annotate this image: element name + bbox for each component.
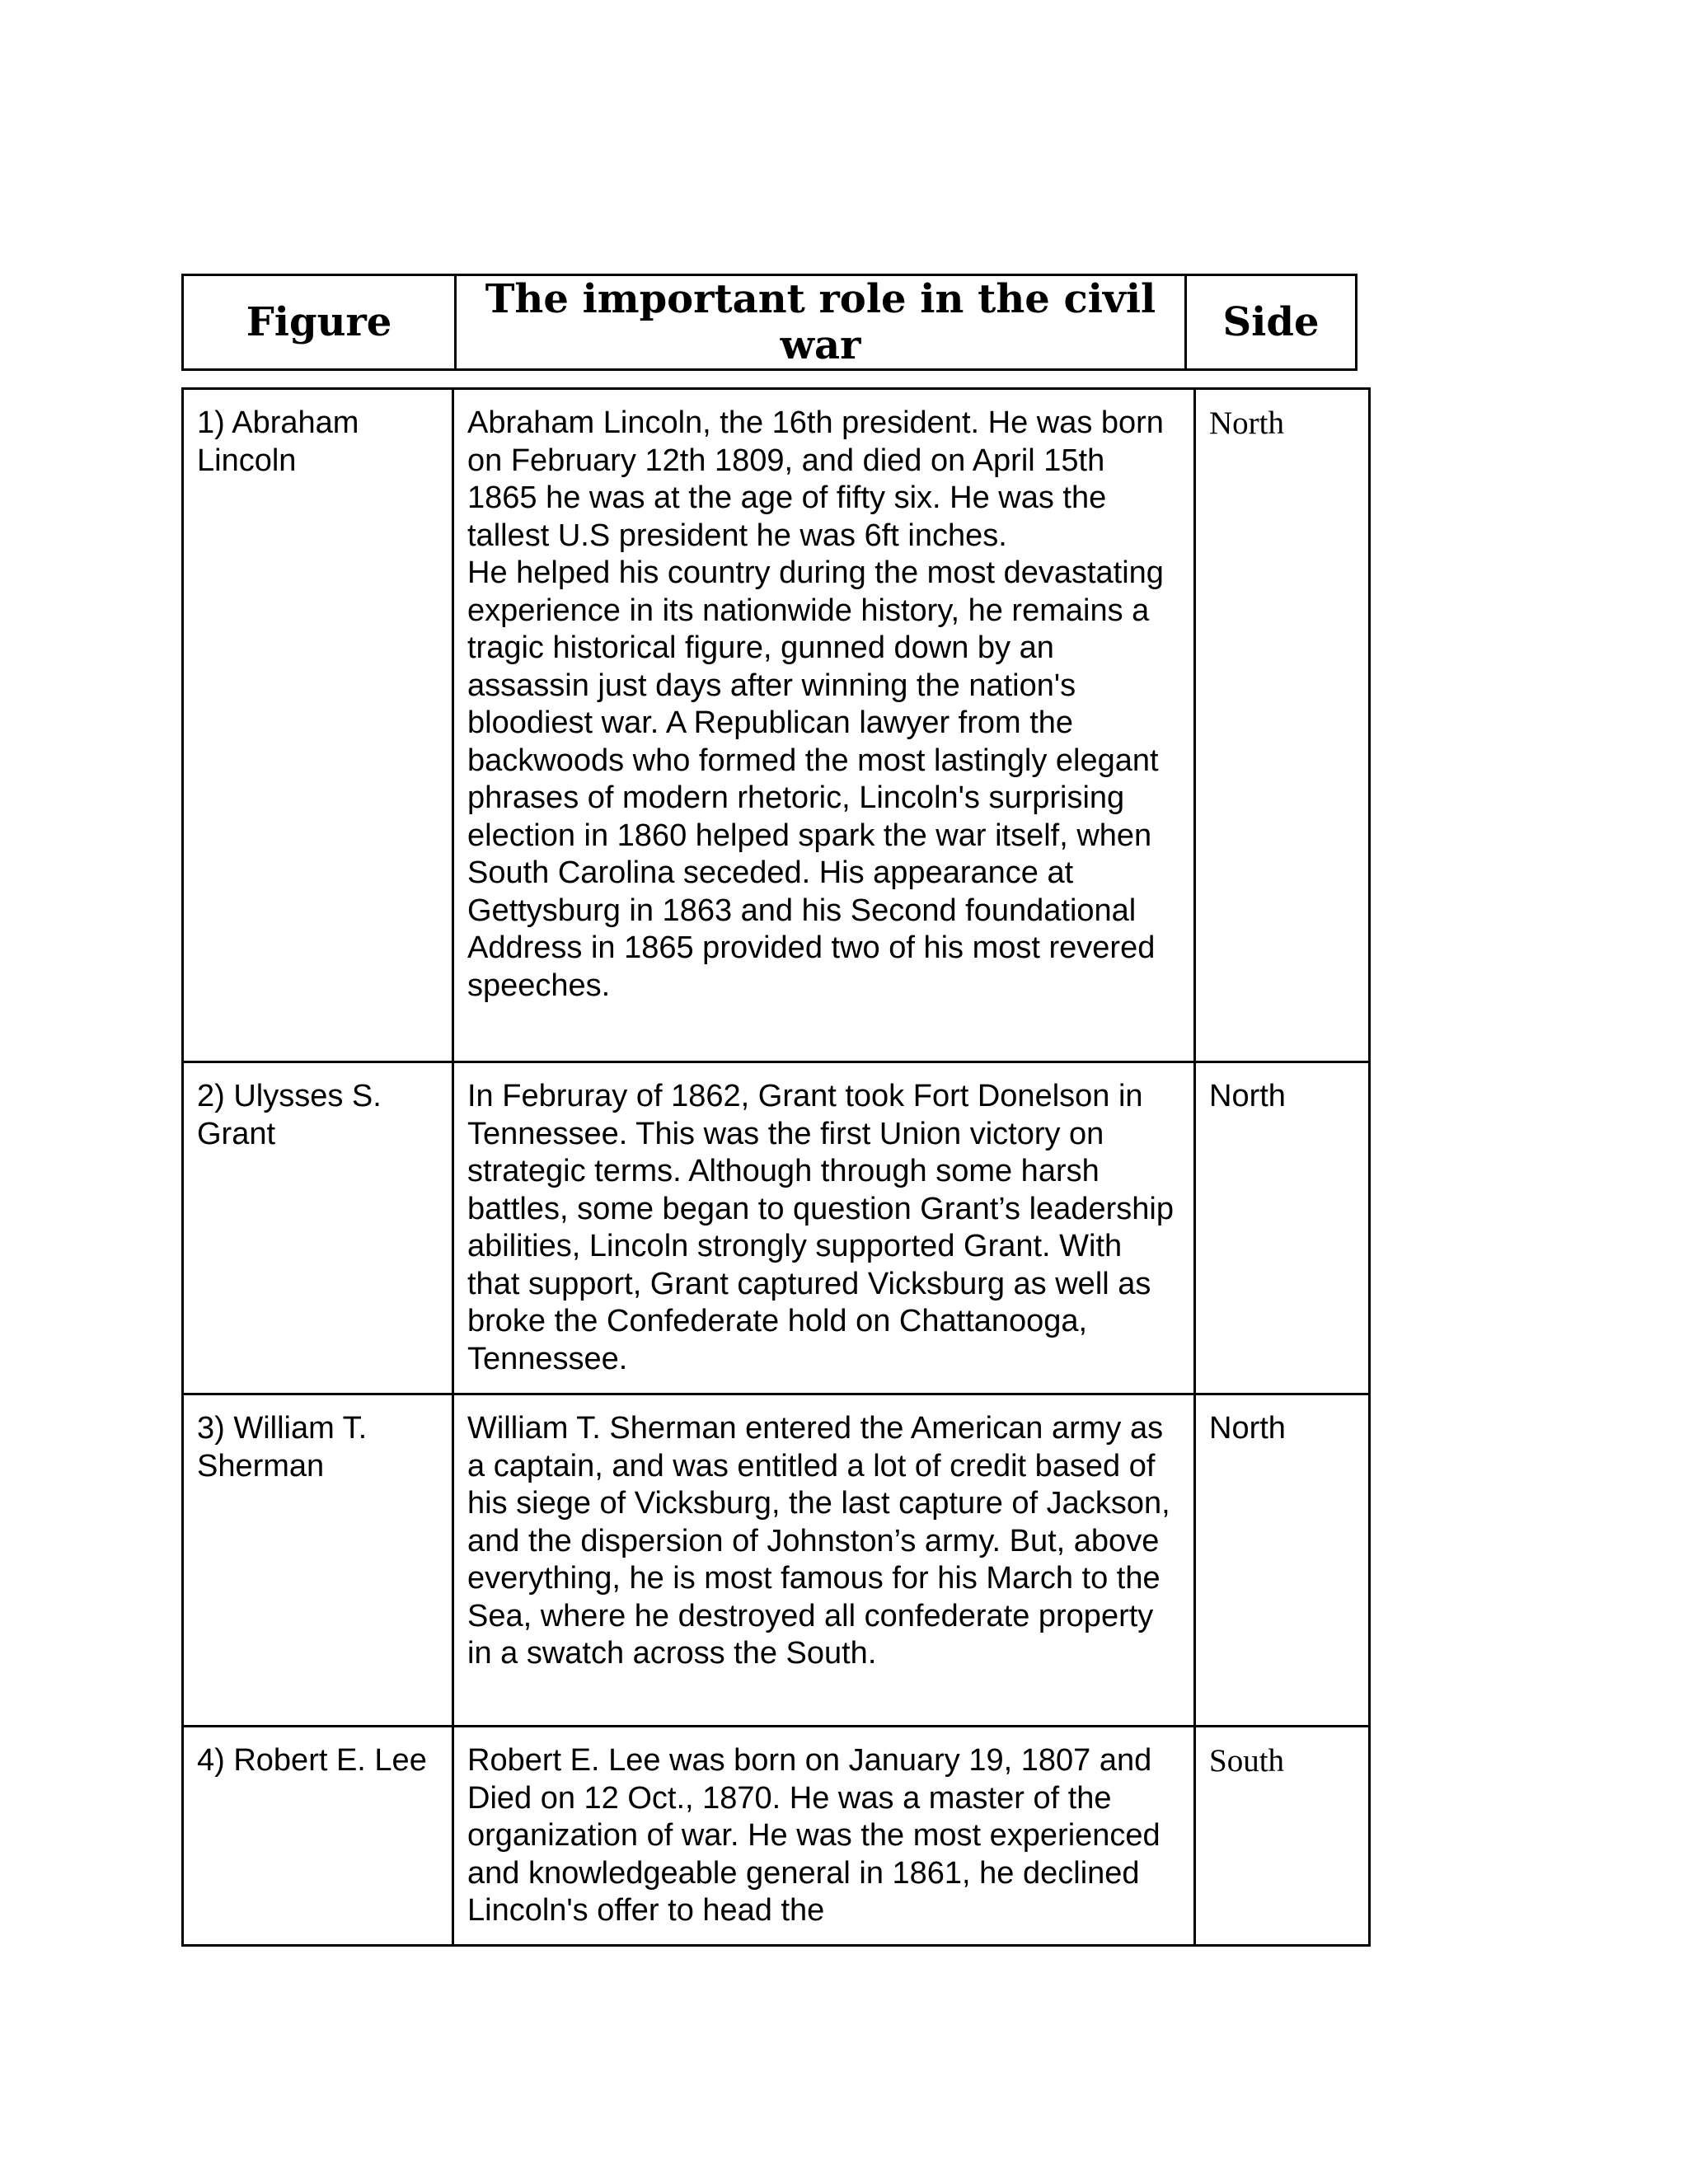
table-row	[183, 1394, 1370, 1727]
role-cell: William T. Sherman entered the American army as a captain, and was entitled a lot of credit based of his siege of Vicksburg, the last capture of Jackson, and the dispersion of Johnston’s army. But, above everything, he is most famous for his March to the Sea, where he destroyed all confederate property in a swatch across the South.	[453, 1394, 1195, 1727]
table-row	[183, 389, 1370, 1062]
table-row	[183, 1727, 1370, 1946]
header-role: The important role in the civil war	[456, 275, 1186, 370]
side-cell: North	[1195, 1394, 1370, 1727]
header-figure: Figure	[183, 275, 456, 370]
side-cell: South	[1195, 1727, 1370, 1946]
figure-cell: 3) William T. Sherman	[183, 1394, 453, 1727]
side-cell: North	[1195, 1062, 1370, 1394]
role-cell: In Februray of 1862, Grant took Fort Donelson in Tennessee. This was the first Union victory on strategic terms. Although through some harsh battles, some began to question Grant’s leadership abilities, Lincoln strongly supported Grant. With that support, Grant captured Vicksburg as well as broke the Confederate hold on Chattanooga, Tennessee.	[453, 1062, 1195, 1394]
side-cell: North	[1195, 389, 1370, 1062]
figures-table	[181, 387, 1371, 1947]
header-table	[181, 274, 1357, 371]
header-side: Side	[1186, 275, 1357, 370]
figure-cell: 4) Robert E. Lee	[183, 1727, 453, 1946]
header-row	[183, 275, 1357, 370]
figure-cell: 1) Abraham Lincoln	[183, 389, 453, 1062]
table-row	[183, 1062, 1370, 1394]
role-cell: Abraham Lincoln, the 16th president. He was born on February 12th 1809, and died on April 15th 1865 he was at the age of fifty six. He was the tallest U.S president he was 6ft inches. He helped his country during the most devastating experience in its nationwide history, he remains a tragic historical figure, gunned down by an assassin just days after winning the nation's bloodiest war. A Republican lawyer from the backwoods who formed the most lastingly elegant phrases of modern rhetoric, Lincoln's surprising election in 1860 helped spark the war itself, when South Carolina seceded. His appearance at Gettysburg in 1863 and his Second foundational Address in 1865 provided two of his most revered speeches.	[453, 389, 1195, 1062]
role-cell: Robert E. Lee was born on January 19, 1807 and Died on 12 Oct., 1870. He was a master of the organization of war. He was the most experienced and knowledgeable general in 1861, he declined Lincoln's offer to head the	[453, 1727, 1195, 1946]
figure-cell: 2) Ulysses S. Grant	[183, 1062, 453, 1394]
